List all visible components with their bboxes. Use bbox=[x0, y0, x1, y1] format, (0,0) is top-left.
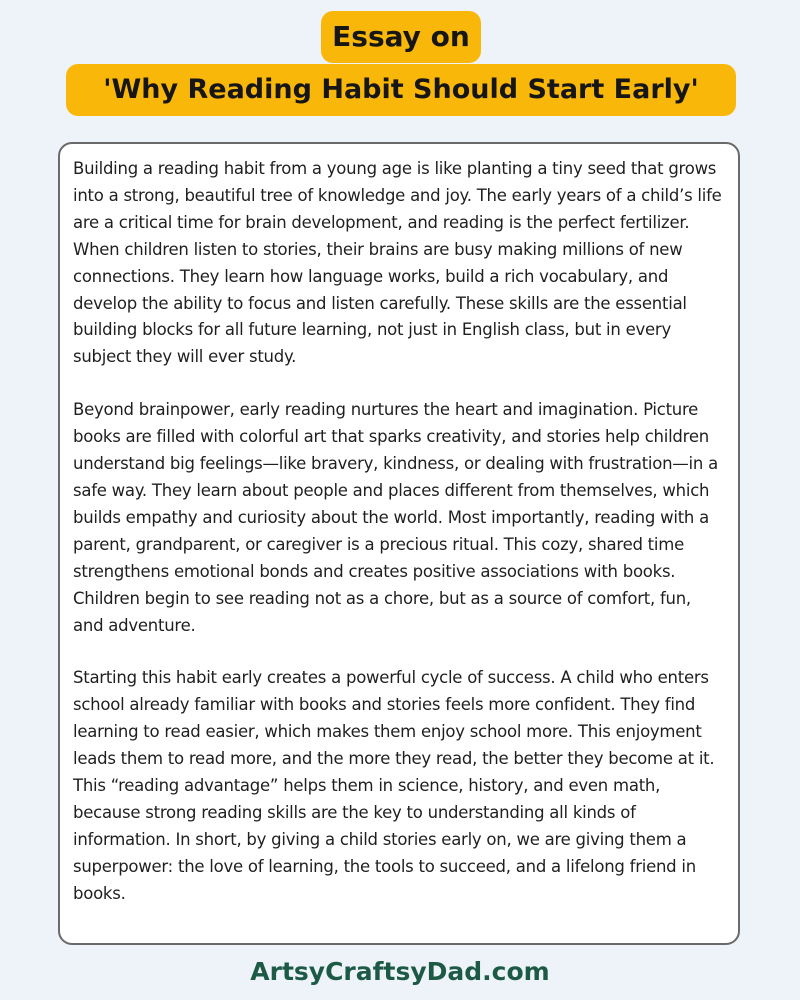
site-footer: ArtsyCraftsyDad.com bbox=[250, 957, 550, 986]
essay-card bbox=[58, 142, 740, 945]
essay-paragraph-3: Starting this habit early creates a powerful cycle of success. A child who enters school already familiar with books and stories feels more confident. They find learning to read easier, which makes them enjoy school more. This enjoyment leads them to read more, and the more they read, the better they become at it. This “reading advantage” helps them in science, history, and even math, because strong reading skills are the key to understanding all kinds of information. In short, by giving a child stories early on, we are giving them a superpower: the love of learning, the tools to succeed, and a lifelong friend in books. bbox=[73, 668, 715, 903]
essay-title-line-1: Essay on bbox=[321, 11, 481, 63]
essay-title-line-2: 'Why Reading Habit Should Start Early' bbox=[66, 64, 736, 116]
essay-paragraph-2: Beyond brainpower, early reading nurtures the heart and imagination. Picture books are filled with colorful art that sparks creativity, and stories help children understand big feelings—like bravery, kindness, or dealing with frustration—in a safe way. They learn about people and places different from themselves, which builds empathy and curiosity about the world. Most importantly, reading with a parent, grandparent, or caregiver is a precious ritual. This cozy, shared time strengthens emotional bonds and creates positive associations with books. Children begin to see reading not as a chore, but as a source of comfort, fun, and adventure. bbox=[73, 400, 718, 635]
essay-paragraph-1: Building a reading habit from a young age is like planting a tiny seed that grows into a strong, beautiful tree of knowledge and joy. The early years of a child’s life are a critical time for brain development, and reading is the perfect fertilizer. When children listen to stories, their brains are busy making millions of new connections. They learn how language works, build a rich vocabulary, and develop the ability to focus and listen carefully. These skills are the essential building blocks for all future learning, not just in English class, but in every subject they will ever study. bbox=[73, 159, 722, 367]
